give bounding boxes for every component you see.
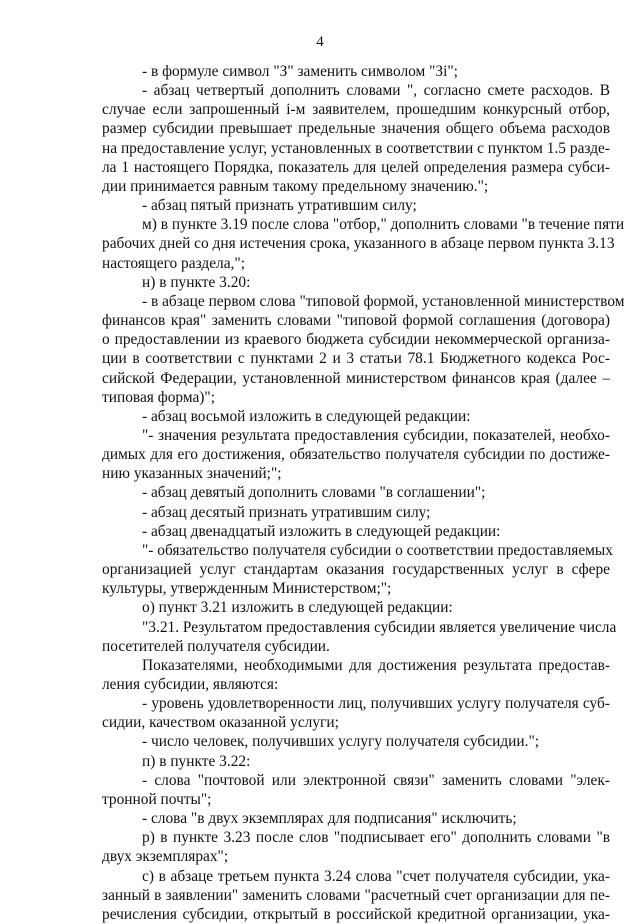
text-line: - абзац пятый признать утратившим силу; xyxy=(142,197,417,215)
text-line: сидии, качеством оказанной услуги; xyxy=(102,714,339,732)
text-line: с) в абзаце третьем пункта 3.24 слова "счет получателя субсидии, ука- xyxy=(142,867,610,885)
text-line: р) в пункте 3.23 после слов "подписывает его" дополнить словами "в xyxy=(142,829,610,847)
text-line: настоящего раздела,"; xyxy=(102,254,245,272)
text-line: посетителей получателя субсидии. xyxy=(102,637,330,655)
text-line: - абзац двенадцатый изложить в следующей редакции: xyxy=(142,522,501,540)
text-line: нию указанных значений;"; xyxy=(102,465,282,483)
text-line: - абзац четвертый дополнить словами ", согласно смете расходов. В xyxy=(142,82,610,100)
text-line: н) в пункте 3.20: xyxy=(142,273,251,291)
text-line: речисления субсидии, открытый в российской кредитной организации, ука- xyxy=(102,905,610,923)
text-line: - уровень удовлетворенности лиц, получивших услугу получателя суб- xyxy=(142,695,610,713)
text-line: рабочих дней со дня истечения срока, указанного в абзаце первом пункта 3.13 xyxy=(102,235,615,253)
text-line: типовая форма)"; xyxy=(102,388,215,406)
text-line: м) в пункте 3.19 после слова "отбор," дополнить словами "в течение пяти xyxy=(142,216,625,234)
text-line: "- обязательство получателя субсидии о соответствии предоставляемых xyxy=(142,541,613,559)
text-line: - абзац десятый признать утратившим силу; xyxy=(142,503,431,521)
text-line: - абзац восьмой изложить в следующей редакции: xyxy=(142,407,471,425)
text-line: "3.21. Результатом предоставления субсидии является увеличение числа xyxy=(142,618,617,636)
document-body xyxy=(102,62,625,924)
text-line: п) в пункте 3.22: xyxy=(142,752,251,770)
text-line: финансов края" заменить словами "типовой формой соглашения (договора) xyxy=(102,312,610,330)
text-line: занный в заявлении" заменить словами "расчетный счет организации для пе- xyxy=(102,886,610,904)
text-line: - в абзаце первом слова "типовой формой, установленной министерством xyxy=(142,292,625,310)
text-line: - абзац девятый дополнить словами "в соглашении"; xyxy=(142,484,486,502)
text-line: - в формуле символ "З" заменить символом "Зi"; xyxy=(142,63,458,80)
text-line: на предоставление услуг, установленных в соответствии с пунктом 1.5 разде- xyxy=(102,139,610,157)
text-line: о) пункт 3.21 изложить в следующей редакции: xyxy=(142,599,453,617)
text-line: тронной почты"; xyxy=(102,790,212,808)
text-line: дии принимается равным такому предельному значению."; xyxy=(102,177,489,195)
text-line: двух экземплярах"; xyxy=(102,848,229,866)
text-line: о предоставлении из краевого бюджета субсидии некоммерческой организа- xyxy=(102,331,610,349)
text-line: организацией услуг стандартам оказания государственных услуг в сфере xyxy=(102,561,610,579)
page-number: 4 xyxy=(316,34,324,50)
text-line: ла 1 настоящего Порядка, показатель для целей определения размера субси- xyxy=(102,158,610,176)
text-line: ления субсидии, являются: xyxy=(102,676,279,693)
text-line: - слова "почтовой или электронной связи" заменить словами "элек- xyxy=(142,771,610,789)
text-line: Показателями, необходимыми для достижения результата предостав- xyxy=(142,656,610,674)
text-line: ции в соответствии с пунктами 2 и 3 статьи 78.1 Бюджетного кодекса Рос- xyxy=(102,350,610,368)
text-line: димых для его достижения, обязательство получателя субсидии по достиже- xyxy=(102,446,610,464)
text-line: - слова "в двух экземплярах для подписания" исключить; xyxy=(142,810,517,828)
text-line: случае если запрошенный i-м заявителем, прошедшим конкурсный отбор, xyxy=(102,101,610,119)
text-line: культуры, утвержденным Министерством;"; xyxy=(102,580,392,598)
text-line: размер субсидии превышает предельные значения общего объема расходов xyxy=(102,120,610,138)
text-line: сийской Федерации, установленной министерством финансов края (далее – xyxy=(102,369,610,387)
text-line: - число человек, получивших услугу получателя субсидии."; xyxy=(142,733,540,751)
text-line: "- значения результата предоставления субсидии, показателей, необхо- xyxy=(142,426,610,444)
